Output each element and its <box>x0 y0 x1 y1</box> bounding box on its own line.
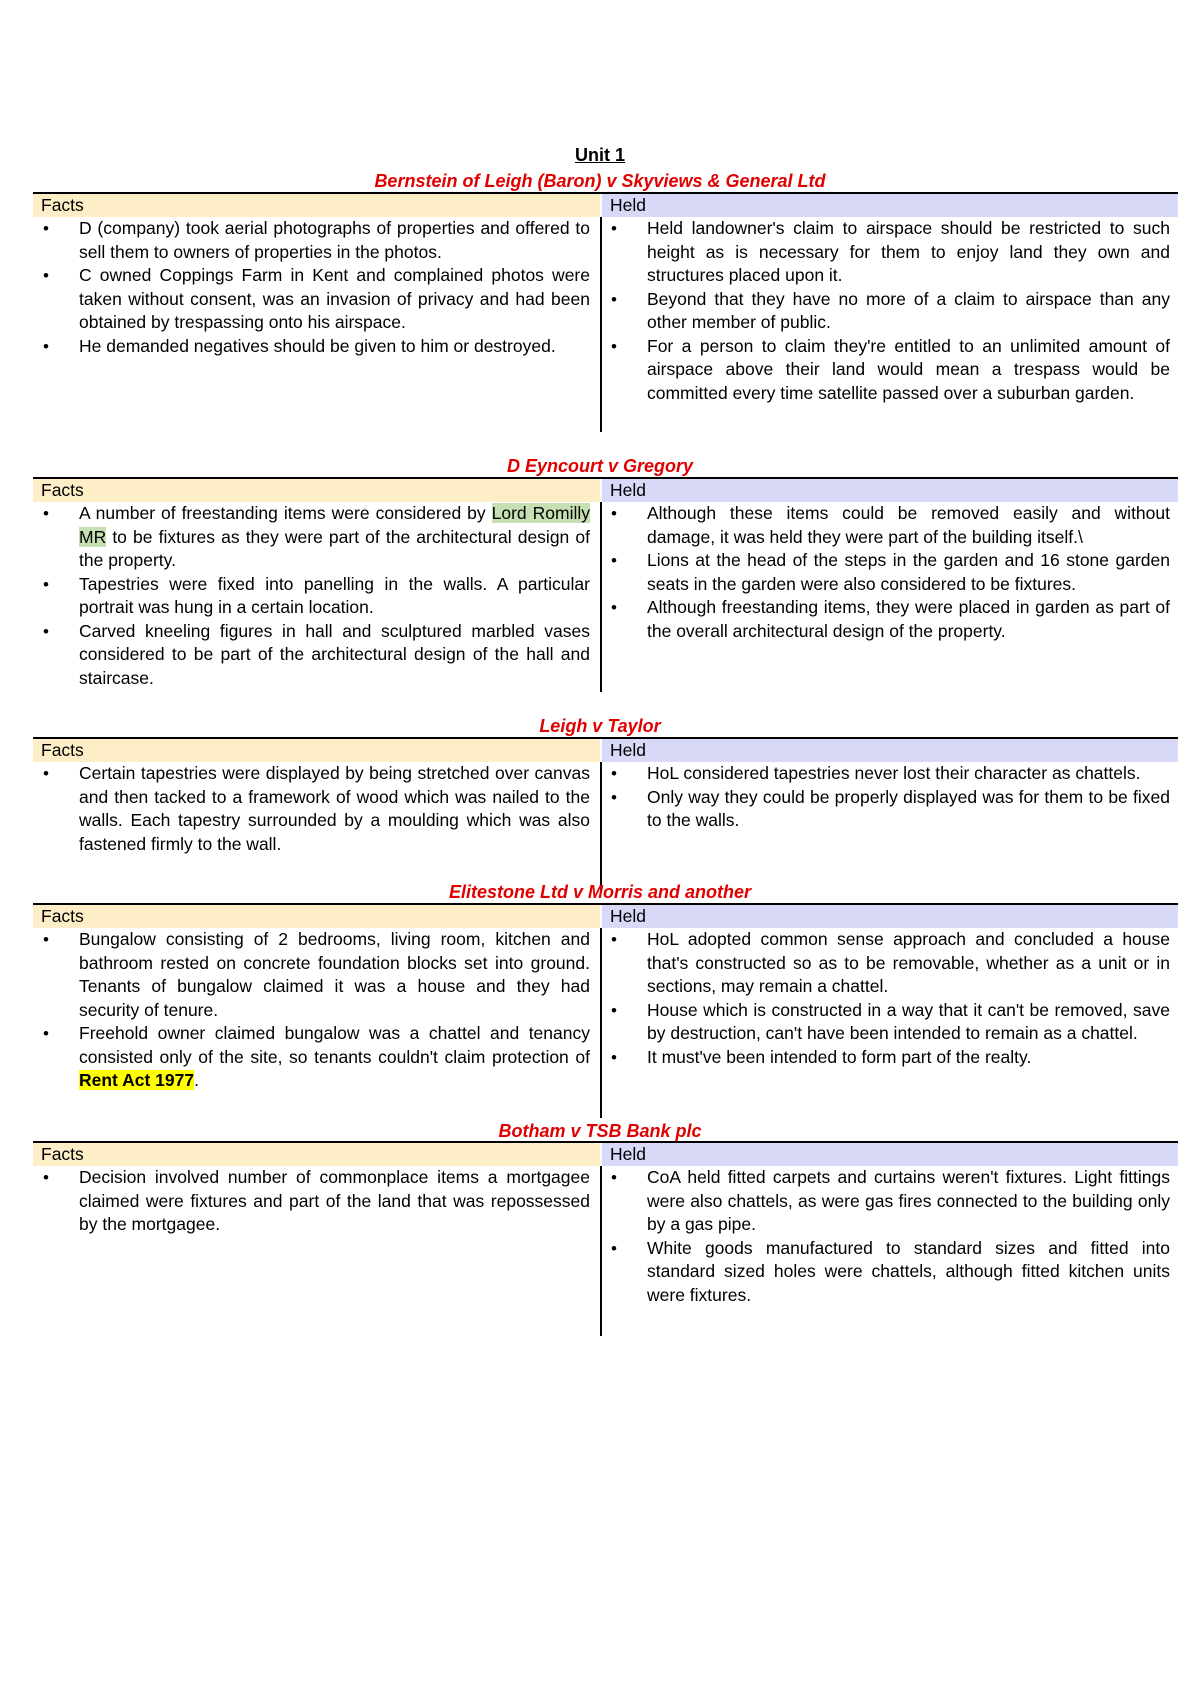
case-table-bernstein <box>33 192 1178 432</box>
list-item: • Certain tapestries were displayed by being stretched over canvas and then tacked to a framework of wood which was nailed to the walls. Each tapestry surrounded by a moulding which was also fastened firmly to the wall. <box>41 762 590 856</box>
list-item <box>41 1022 590 1093</box>
header-row <box>33 903 1178 928</box>
list-item: • Carved kneeling figures in hall and sculptured marbled vases considered to be part of the architectural design of the hall and staircase. <box>41 620 590 691</box>
list-item: • HoL considered tapestries never lost their character as chattels. <box>609 762 1170 786</box>
case-body <box>33 1166 1178 1336</box>
held-header: Held <box>602 739 1178 762</box>
list-item: • For a person to claim they're entitled to an unlimited amount of airspace above their land would mean a trespass would be committed every time satellite passed over a suburban garden. <box>609 335 1170 406</box>
unit-title: Unit 1 <box>574 145 625 165</box>
case-body <box>33 502 1178 692</box>
case-title-leigh: Leigh v Taylor <box>539 716 661 736</box>
list-item <box>41 502 590 573</box>
list-item: • Tapestries were fixed into panelling in the walls. A particular portrait was hung in a certain location. <box>41 573 590 620</box>
list-item: • Only way they could be properly displayed was for them to be fixed to the walls. <box>609 786 1170 833</box>
list-item: • Held landowner's claim to airspace should be restricted to such height as is necessary for them to enjoy land they own and structures placed upon it. <box>609 217 1170 288</box>
held-list <box>609 762 1170 833</box>
highlighted-statute: Rent Act 1977 <box>79 1070 195 1090</box>
list-item: • Bungalow consisting of 2 bedrooms, living room, kitchen and bathroom rested on concrete foundation blocks set into ground. Tenants of bungalow claimed it was a house and they had security of tenure. <box>41 928 590 1022</box>
case-body <box>33 217 1178 432</box>
case-title-bernstein: Bernstein of Leigh (Baron) v Skyviews & General Ltd <box>374 171 826 191</box>
list-item: • Although freestanding items, they were placed in garden as part of the overall architectural design of the property. <box>609 596 1170 643</box>
case-title-botham: Botham v TSB Bank plc <box>498 1121 702 1141</box>
held-header: Held <box>602 194 1178 217</box>
facts-header: Facts <box>33 1143 600 1166</box>
column-divider <box>600 502 602 692</box>
list-item: • C owned Coppings Farm in Kent and complained photos were taken without consent, was an invasion of privacy and had been obtained by trespassing onto his airspace. <box>41 264 590 335</box>
list-item: • Lions at the head of the steps in the garden and 16 stone garden seats in the garden were also considered to be fixtures. <box>609 549 1170 596</box>
list-item: • Although these items could be removed easily and without damage, it was held they were part of the building itself.\ <box>609 502 1170 549</box>
held-list <box>609 928 1170 1069</box>
held-list <box>609 217 1170 405</box>
facts-header: Facts <box>33 905 600 928</box>
column-divider <box>600 217 602 432</box>
header-row <box>33 192 1178 217</box>
case-title-deyncourt: D Eyncourt v Gregory <box>506 456 694 476</box>
case-title-elitestone: Elitestone Ltd v Morris and another <box>448 882 752 902</box>
header-row <box>33 1141 1178 1166</box>
text-run: A number of freestanding items were considered by <box>79 503 492 523</box>
header-row <box>33 737 1178 762</box>
list-item: • HoL adopted common sense approach and concluded a house that's constructed so as to be removable, whether as a unit or in sections, may remain a chattel. <box>609 928 1170 999</box>
case-body <box>33 928 1178 1118</box>
case-table-leigh <box>33 737 1178 890</box>
case-body <box>33 762 1178 890</box>
list-item: • It must've been intended to form part of the realty. <box>609 1046 1170 1070</box>
highlighted-name: Lord Romilly MR <box>79 503 590 547</box>
held-header: Held <box>602 479 1178 502</box>
facts-header: Facts <box>33 739 600 762</box>
held-header: Held <box>602 905 1178 928</box>
facts-header: Facts <box>33 479 600 502</box>
held-list <box>609 502 1170 643</box>
facts-list <box>41 928 590 1093</box>
list-item: • Beyond that they have no more of a claim to airspace than any other member of public. <box>609 288 1170 335</box>
list-item: • D (company) took aerial photographs of properties and offered to sell them to owners of properties in the photos. <box>41 217 590 264</box>
case-table-deyncourt <box>33 477 1178 692</box>
text-run: to be fixtures as they were part of the architectural design of the property. <box>79 526 590 570</box>
list-item: • White goods manufactured to standard sizes and fitted into standard sized holes were chattels, although fitted kitchen units were fixtures. <box>609 1237 1170 1308</box>
list-item: • Decision involved number of commonplace items a mortgagee claimed were fixtures and part of the land that was repossessed by the mortgagee. <box>41 1166 590 1237</box>
facts-list <box>41 502 590 690</box>
facts-list <box>41 762 590 856</box>
list-item: • CoA held fitted carpets and curtains weren't fixtures. Light fittings were also chattels, as were gas fires connected to the building only by a gas pipe. <box>609 1166 1170 1237</box>
list-item: • House which is constructed in a way that it can't be removed, save by destruction, can't have been intended to remain as a chattel. <box>609 999 1170 1046</box>
column-divider <box>600 1166 602 1336</box>
held-header: Held <box>602 1143 1178 1166</box>
case-table-botham <box>33 1141 1178 1336</box>
column-divider <box>600 928 602 1118</box>
facts-header: Facts <box>33 194 600 217</box>
case-table-elitestone <box>33 903 1178 1118</box>
header-row <box>33 477 1178 502</box>
held-list <box>609 1166 1170 1307</box>
list-item: • He demanded negatives should be given to him or destroyed. <box>41 335 590 359</box>
text-run: Freehold owner claimed bungalow was a chattel and tenancy consisted only of the site, so tenants couldn't claim protection of <box>79 1023 590 1067</box>
facts-list <box>41 1166 590 1237</box>
facts-list <box>41 217 590 358</box>
column-divider <box>600 762 602 890</box>
text-run: . <box>194 1070 199 1090</box>
